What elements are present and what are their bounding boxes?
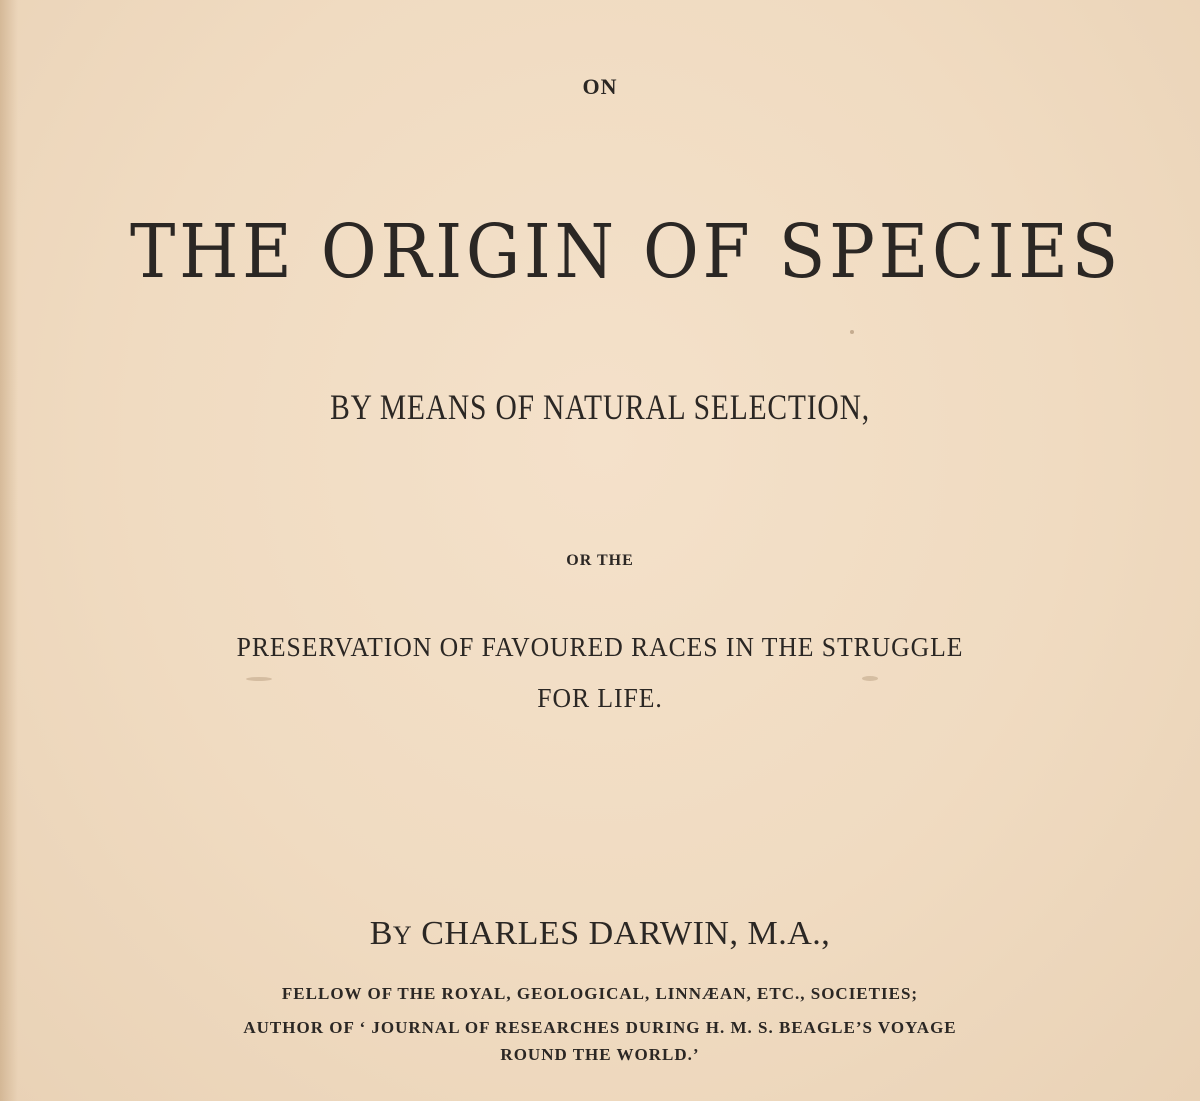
author-prefix-first: B (369, 915, 393, 952)
title-on: ON (582, 74, 618, 99)
alternate-title-line-2: FOR LIFE. (537, 683, 663, 713)
book-title: THE ORIGIN OF SPECIES (130, 209, 1123, 295)
author-prefix-rest: Y (392, 921, 413, 950)
author-name: CHARLES DARWIN, M.A., (421, 915, 831, 952)
book-subtitle: BY MEANS OF NATURAL SELECTION, (330, 387, 870, 427)
author-works-line-2: ROUND THE WORLD.’ (500, 1045, 700, 1064)
author-line (0, 915, 1200, 953)
or-the-connector: OR THE (566, 552, 634, 569)
author-fellowships: FELLOW OF THE ROYAL, GEOLOGICAL, LINNÆAN, ETC., SOCIETIES; (281, 984, 919, 1003)
alternate-title-line-1: PRESERVATION OF FAVOURED RACES IN THE STRUGGLE (236, 632, 964, 662)
author-works-line-1: AUTHOR OF ‘ JOURNAL OF RESEARCHES DURING H. M. S. BEAGLE’S VOYAGE (243, 1018, 957, 1037)
paper-speck (246, 677, 272, 681)
paper-speck (850, 330, 854, 334)
paper-speck (862, 676, 878, 681)
